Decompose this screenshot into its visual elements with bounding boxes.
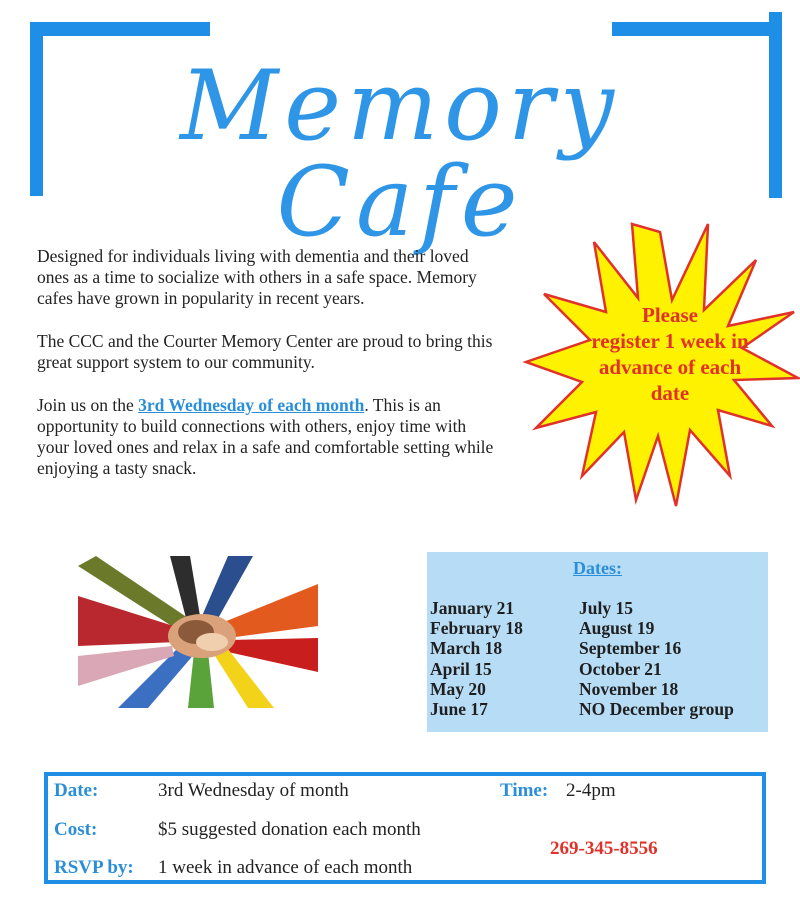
hands-cluster-light — [196, 633, 228, 651]
date-item: April 15 — [430, 658, 492, 679]
date-item: NO December group — [579, 699, 734, 720]
dates-column-right — [579, 598, 734, 719]
starburst-text — [572, 302, 768, 406]
intro-paragraph-2: The CCC and the Courter Memory Center are proud to bring this great support system to our community. — [37, 331, 493, 372]
dates-column-left — [430, 598, 523, 719]
starburst-line-1: Please — [642, 303, 698, 327]
cost-value: $5 suggested donation each month — [158, 819, 421, 840]
date-value: 3rd Wednesday of month — [158, 780, 349, 801]
stacked-hands-illustration — [78, 556, 318, 708]
time-value: 2-4pm — [566, 780, 616, 801]
date-item: March 18 — [430, 638, 503, 659]
date-item: July 15 — [579, 598, 633, 618]
phone-number[interactable]: 269-345-8556 — [550, 838, 658, 859]
schedule-highlight-link[interactable]: 3rd Wednesday of each month — [138, 395, 365, 415]
rsvp-label: RSVP by: — [54, 857, 134, 878]
date-item: October 21 — [579, 658, 662, 679]
date-item: November 18 — [579, 678, 679, 699]
dates-panel — [427, 552, 768, 732]
intro-text — [37, 246, 497, 501]
rsvp-value: 1 week in advance of each month — [158, 857, 413, 878]
date-item: February 18 — [430, 618, 523, 639]
date-item: January 21 — [430, 598, 515, 618]
cost-label: Cost: — [54, 819, 98, 840]
frame-bar-top-right — [612, 22, 782, 36]
intro-p3-rest: . This is an opportunity to build connections with others, enjoy time with your loved ones and relax in a safe and comfortable setting while enjoying a tasty snack. — [37, 395, 494, 478]
starburst-line-2: register 1 week in — [591, 329, 749, 353]
intro-paragraph-3 — [37, 395, 497, 479]
date-item: June 17 — [430, 699, 488, 720]
frame-bar-right — [769, 12, 782, 198]
intro-p3-lead: Join us on the — [37, 395, 139, 415]
date-item: May 20 — [430, 678, 486, 699]
page-title: Memory Cafe — [179, 50, 621, 258]
event-info-box — [44, 772, 766, 884]
date-item: August 19 — [579, 618, 655, 639]
intro-paragraph-1: Designed for individuals living with dementia and their loved ones as a time to socialize with others in a safe space. Memory cafes have grown in popularity in recent years. — [37, 246, 477, 308]
time-label: Time: — [500, 780, 549, 801]
date-label: Date: — [54, 780, 99, 801]
starburst-line-3: advance of each — [598, 355, 742, 379]
dates-title: Dates: — [573, 558, 622, 578]
frame-bar-top-left — [30, 22, 210, 36]
starburst-line-4: date — [650, 381, 690, 405]
date-item: September 16 — [579, 638, 682, 659]
